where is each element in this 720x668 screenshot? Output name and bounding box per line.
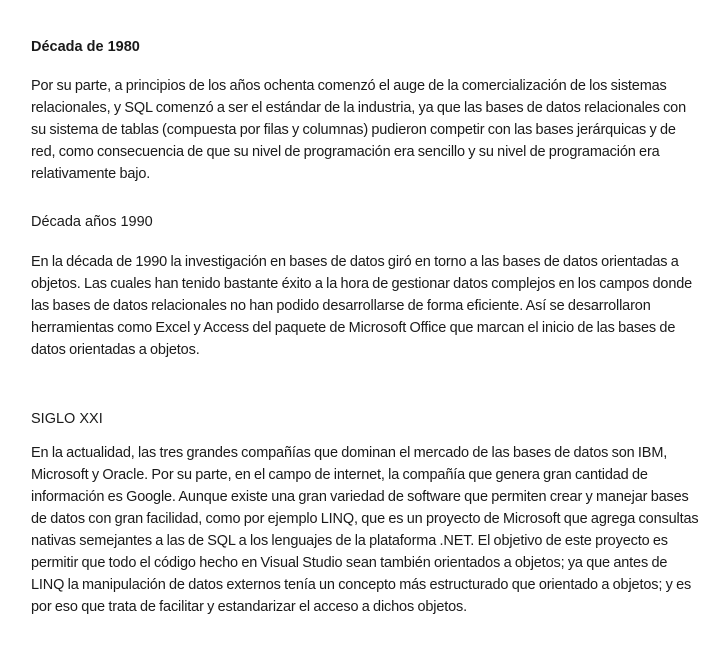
section-paragraph-1980: Por su parte, a principios de los años ochenta comenzó el auge de la comercialización de los sistemas relacionales, y SQL comenzó a ser el estándar de la industria, ya que las bases de datos relacionales con su sistema de tablas (compuesta por filas y columnas) pudieron competir con las bases jerárquicas y de red, como consecuencia de que su nivel de programación era sencillo y su nivel de programación era relativamente bajo. — [31, 78, 686, 182]
section-heading-siglo-xxi: SIGLO XXI — [31, 411, 103, 427]
section-heading-1990: Década años 1990 — [31, 214, 153, 230]
section-paragraph-1990: En la década de 1990 la investigación en bases de datos giró en torno a las bases de datos orientadas a objetos. Las cuales han tenido bastante éxito a la hora de gestionar datos complejos en los campos donde las bases de datos relacionales no han podido desarrollarse de forma eficiente. Así se desarrollaron herramientas como Excel y Access del paquete de Microsoft Office que marcan el inicio de las bases de datos orientadas a objetos. — [31, 254, 693, 358]
section-paragraph-siglo-xxi: En la actualidad, las tres grandes compañías que dominan el mercado de las bases de datos son IBM, Microsoft y Oracle. Por su parte, en el campo de internet, la compañía que genera gran cantidad de información es Google. Aunque existe una gran variedad de software que permiten crear y manejar bases de datos con gran facilidad, como por ejemplo LINQ, que es un proyecto de Microsoft que agrega consultas nativas semejantes a las de SQL a los lenguajes de la plataforma .NET. El objetivo de este proyecto es permitir que todo el código hecho en Visual Studio sean también orientados a objetos; ya que antes de LINQ la manipulación de datos externos tenía un concepto más estructurado que orientado a objetos; y es por eso que trata de facilitar y estandarizar el acceso a dichos objetos. — [31, 445, 699, 615]
section-heading-1980: Década de 1980 — [31, 39, 140, 55]
